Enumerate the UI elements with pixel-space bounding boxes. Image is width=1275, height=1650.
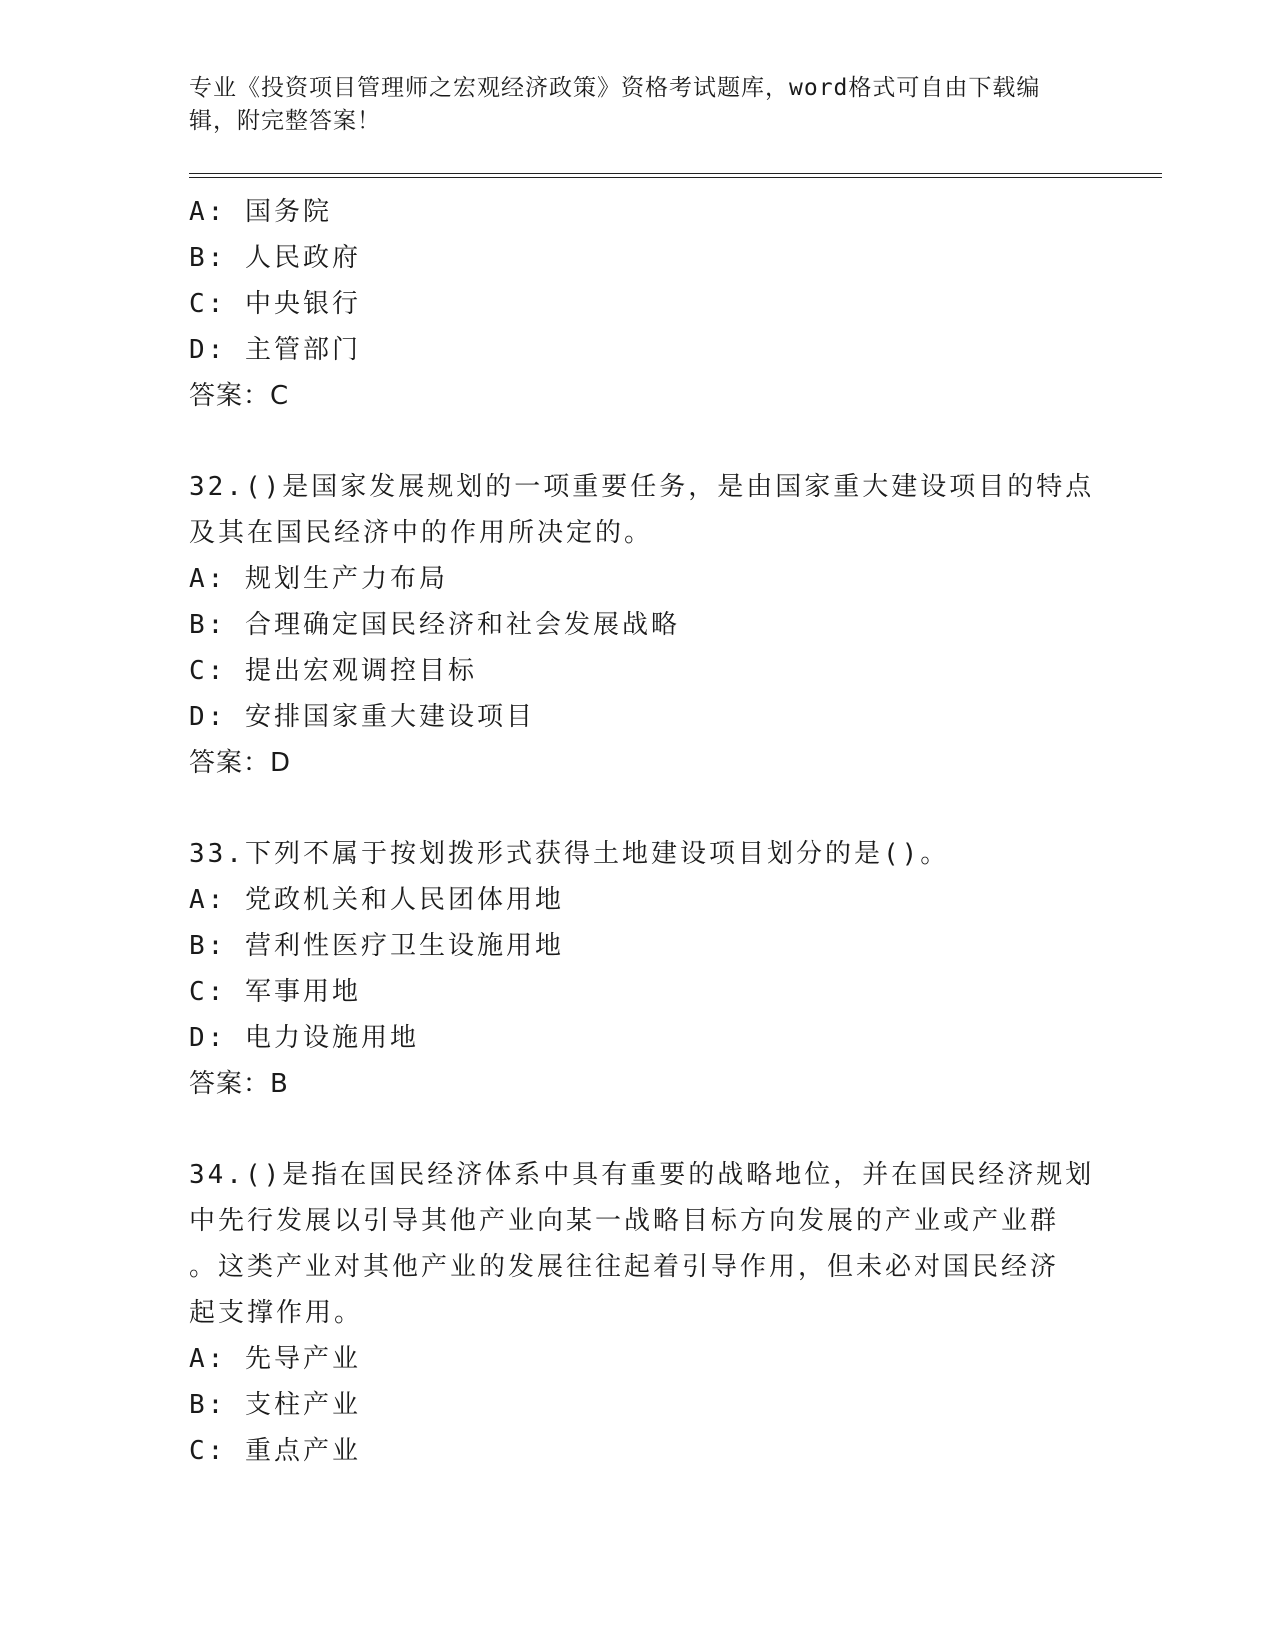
question-31 — [189, 189, 1089, 419]
spacer — [189, 419, 1089, 464]
spacer — [189, 786, 1089, 831]
option-b: B: 人民政府 — [189, 243, 361, 273]
option-d: D: 电力设施用地 — [189, 1023, 419, 1053]
question-33 — [189, 831, 1089, 1107]
answer: 答案：C — [189, 381, 290, 411]
option-a: A: 规划生产力布局 — [189, 564, 448, 594]
question-text: 。这类产业对其他产业的发展往往起着引导作用，但未必对国民经济 — [189, 1252, 1060, 1282]
question-list — [189, 189, 1095, 1474]
option-d: D: 安排国家重大建设项目 — [189, 702, 535, 732]
question-text: 32.()是国家发展规划的一项重要任务，是由国家重大建设项目的特点 — [189, 472, 1095, 502]
option-c: C: 军事用地 — [189, 977, 361, 1007]
header-rule-top — [189, 173, 1162, 174]
option-b: B: 营利性医疗卫生设施用地 — [189, 931, 564, 961]
question-text: 及其在国民经济中的作用所决定的。 — [189, 518, 654, 548]
question-text: 起支撑作用。 — [189, 1298, 364, 1328]
option-a: A: 党政机关和人民团体用地 — [189, 885, 564, 915]
spacer — [189, 1107, 1089, 1152]
question-text: 33.下列不属于按划拨形式获得土地建设项目划分的是()。 — [189, 839, 950, 869]
answer: 答案：B — [189, 1069, 289, 1099]
option-a: A: 先导产业 — [189, 1344, 361, 1374]
header-line-2: 辑，附完整答案！ — [189, 108, 381, 134]
option-c: C: 中央银行 — [189, 289, 361, 319]
question-32 — [189, 464, 1095, 786]
option-a: A: 国务院 — [189, 197, 332, 227]
document-header — [189, 72, 1089, 138]
question-text: 中先行发展以引导其他产业向某一战略目标方向发展的产业或产业群 — [189, 1206, 1060, 1236]
question-text: 34.()是指在国民经济体系中具有重要的战略地位，并在国民经济规划 — [189, 1160, 1095, 1190]
option-c: C: 重点产业 — [189, 1436, 361, 1466]
option-c: C: 提出宏观调控目标 — [189, 656, 477, 686]
header-rule-bottom — [189, 177, 1162, 178]
option-b: B: 支柱产业 — [189, 1390, 361, 1420]
header-line-1: 专业《投资项目管理师之宏观经济政策》资格考试题库，word格式可自由下载编 — [189, 75, 1041, 101]
question-34 — [189, 1152, 1095, 1474]
option-b: B: 合理确定国民经济和社会发展战略 — [189, 610, 680, 640]
option-d: D: 主管部门 — [189, 335, 361, 365]
answer: 答案：D — [189, 748, 292, 778]
